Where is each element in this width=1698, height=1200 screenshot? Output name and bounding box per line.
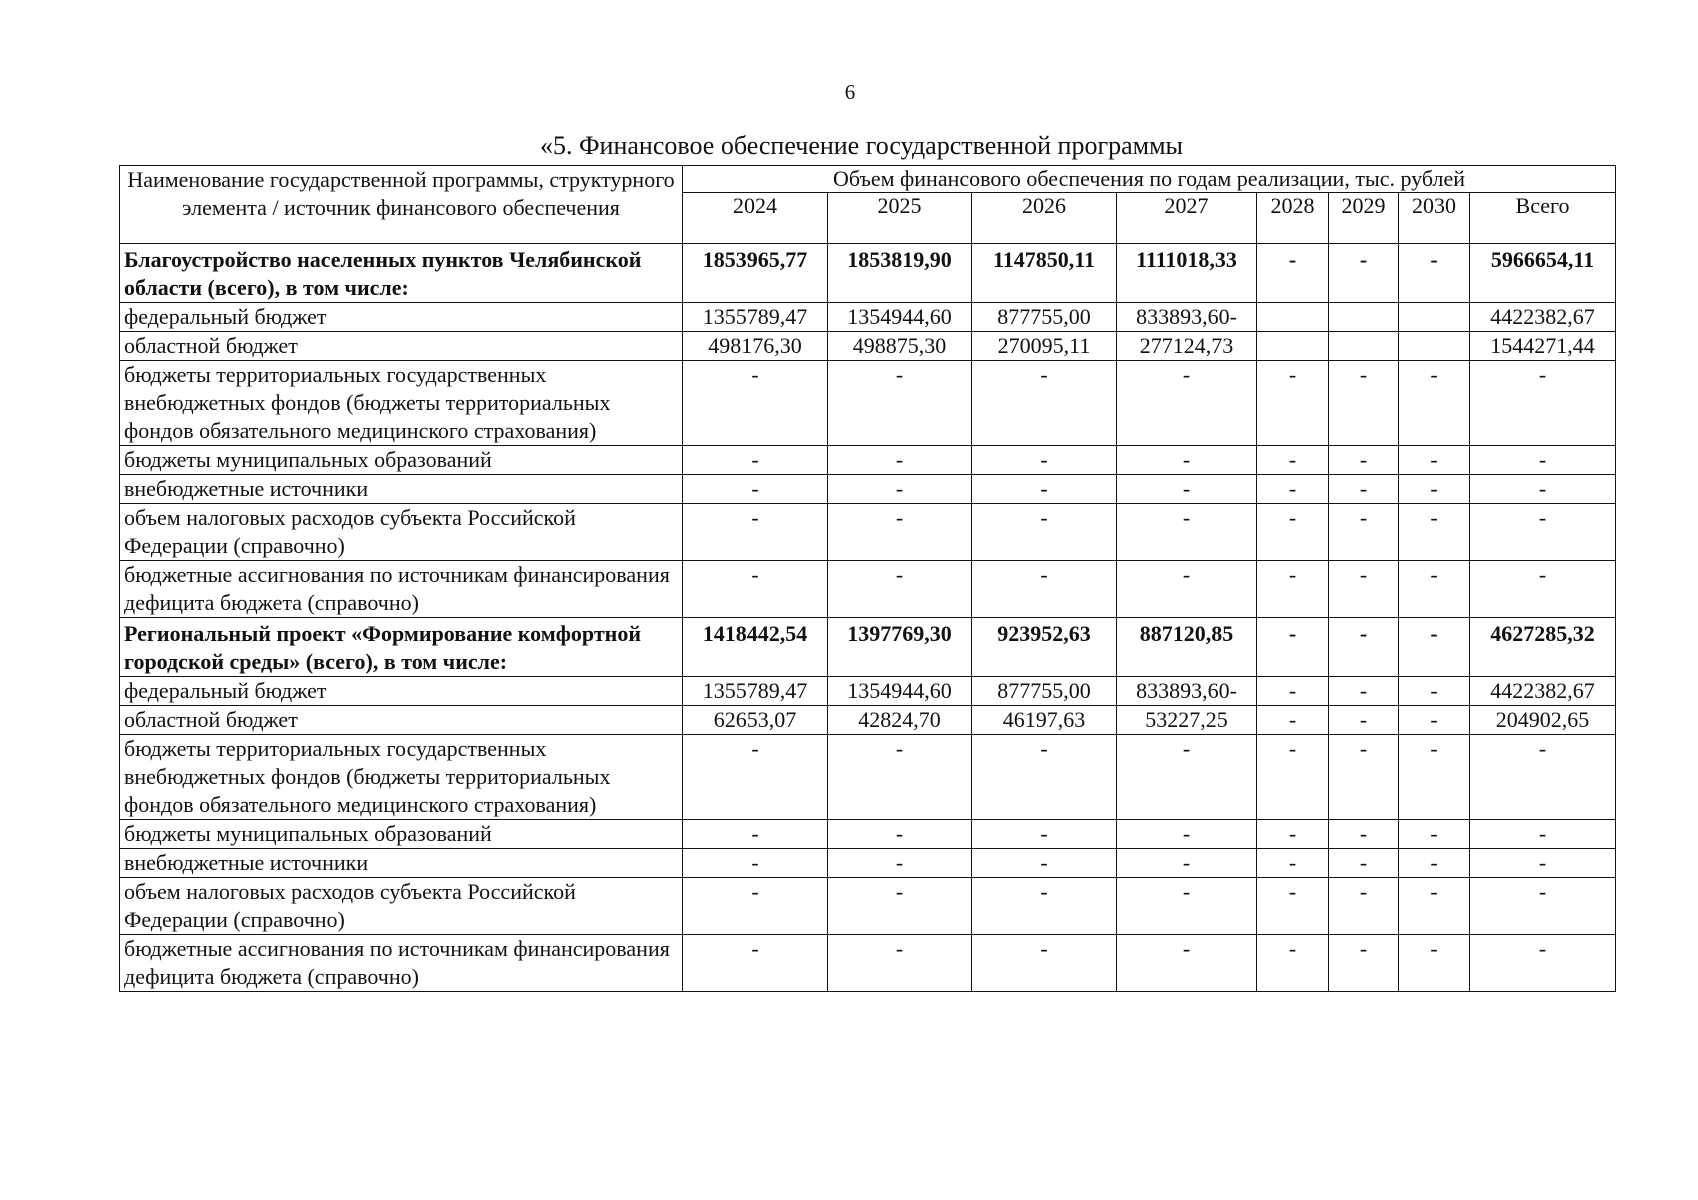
value-cell: -	[683, 561, 828, 618]
table-row	[120, 332, 1616, 361]
value-cell: 498176,30	[683, 332, 828, 361]
total-cell: -	[1470, 735, 1616, 820]
value-cell	[1329, 332, 1399, 361]
value-cell: -	[828, 735, 972, 820]
value-cell: -	[972, 849, 1117, 878]
value-cell: -	[828, 361, 972, 446]
header-year: 2024	[683, 193, 828, 244]
value-cell: -	[1257, 561, 1329, 618]
table-row	[120, 878, 1616, 935]
total-cell: 4627285,32	[1470, 618, 1616, 677]
table-row	[120, 618, 1616, 677]
header-year: 2029	[1329, 193, 1399, 244]
value-cell: -	[683, 735, 828, 820]
value-cell: 1397769,30	[828, 618, 972, 677]
row-label: объем налоговых расходов субъекта Российской Федерации (справочно)	[120, 504, 683, 561]
row-label: Региональный проект «Формирование комфортной городской среды» (всего), в том числе:	[120, 618, 683, 677]
value-cell: 833893,60-	[1117, 303, 1257, 332]
value-cell: -	[1329, 706, 1399, 735]
value-cell: -	[683, 504, 828, 561]
row-label: областной бюджет	[120, 706, 683, 735]
row-label: Благоустройство населенных пунктов Челябинской области (всего), в том числе:	[120, 244, 683, 303]
total-cell: -	[1470, 935, 1616, 992]
total-cell: 5966654,11	[1470, 244, 1616, 303]
header-name-column: Наименование государственной программы, структурного элемента / источник финансового обеспечения	[120, 166, 683, 244]
value-cell: 877755,00	[972, 677, 1117, 706]
value-cell: -	[1257, 735, 1329, 820]
total-cell: -	[1470, 361, 1616, 446]
table-row	[120, 446, 1616, 475]
table-row	[120, 820, 1616, 849]
table-row	[120, 504, 1616, 561]
value-cell: -	[1329, 677, 1399, 706]
header-year: 2028	[1257, 193, 1329, 244]
value-cell: 1147850,11	[972, 244, 1117, 303]
value-cell: -	[1399, 561, 1470, 618]
value-cell: -	[683, 446, 828, 475]
value-cell: -	[1329, 475, 1399, 504]
total-cell: -	[1470, 878, 1616, 935]
value-cell: -	[683, 361, 828, 446]
value-cell: -	[1257, 935, 1329, 992]
row-label: бюджеты муниципальных образований	[120, 446, 683, 475]
header-year: 2026	[972, 193, 1117, 244]
value-cell: -	[1257, 849, 1329, 878]
total-cell: -	[1470, 475, 1616, 504]
value-cell: -	[1257, 361, 1329, 446]
table-row	[120, 706, 1616, 735]
financing-table	[119, 165, 1616, 992]
value-cell: -	[828, 849, 972, 878]
value-cell: 1111018,33	[1117, 244, 1257, 303]
value-cell: 1853965,77	[683, 244, 828, 303]
value-cell: -	[683, 475, 828, 504]
row-label: бюджеты территориальных государственных внебюджетных фондов (бюджеты территориальных фондов обязательного медицинского страхования)	[120, 735, 683, 820]
value-cell: -	[972, 446, 1117, 475]
value-cell: -	[972, 504, 1117, 561]
value-cell: -	[828, 504, 972, 561]
row-label: бюджетные ассигнования по источникам финансирования дефицита бюджета (справочно)	[120, 561, 683, 618]
value-cell: -	[1257, 504, 1329, 561]
value-cell: -	[683, 849, 828, 878]
table-header-row	[120, 166, 1616, 193]
table-row	[120, 849, 1616, 878]
value-cell: -	[972, 361, 1117, 446]
value-cell: -	[1329, 446, 1399, 475]
value-cell: -	[1117, 935, 1257, 992]
value-cell: -	[1117, 361, 1257, 446]
header-year: 2027	[1117, 193, 1257, 244]
value-cell: -	[1257, 446, 1329, 475]
total-cell: 204902,65	[1470, 706, 1616, 735]
header-funding-volume: Объем финансового обеспечения по годам реализации, тыс. рублей	[683, 166, 1616, 193]
value-cell: 277124,73	[1117, 332, 1257, 361]
value-cell: -	[1329, 561, 1399, 618]
value-cell: -	[972, 735, 1117, 820]
total-cell: 1544271,44	[1470, 332, 1616, 361]
total-cell: -	[1470, 504, 1616, 561]
value-cell: -	[1399, 706, 1470, 735]
header-year: 2030	[1399, 193, 1470, 244]
total-cell: 4422382,67	[1470, 677, 1616, 706]
value-cell: -	[1399, 735, 1470, 820]
value-cell: -	[1399, 244, 1470, 303]
value-cell: 53227,25	[1117, 706, 1257, 735]
value-cell: -	[1329, 244, 1399, 303]
value-cell: -	[1329, 878, 1399, 935]
table-row	[120, 361, 1616, 446]
value-cell: 1355789,47	[683, 303, 828, 332]
total-cell: 4422382,67	[1470, 303, 1616, 332]
value-cell: 1355789,47	[683, 677, 828, 706]
value-cell: -	[1117, 504, 1257, 561]
value-cell: -	[1399, 618, 1470, 677]
value-cell: -	[1399, 935, 1470, 992]
value-cell: -	[1257, 475, 1329, 504]
value-cell: -	[1117, 849, 1257, 878]
value-cell: 1354944,60	[828, 303, 972, 332]
value-cell: -	[1329, 361, 1399, 446]
value-cell: -	[828, 935, 972, 992]
value-cell: -	[828, 878, 972, 935]
value-cell: -	[828, 561, 972, 618]
value-cell: -	[1329, 735, 1399, 820]
value-cell: -	[1399, 504, 1470, 561]
value-cell: -	[1399, 475, 1470, 504]
table-row	[120, 735, 1616, 820]
value-cell: -	[1117, 878, 1257, 935]
total-cell: -	[1470, 446, 1616, 475]
value-cell: -	[1257, 878, 1329, 935]
value-cell: 923952,63	[972, 618, 1117, 677]
value-cell: -	[1399, 878, 1470, 935]
value-cell	[1399, 303, 1470, 332]
value-cell: -	[1117, 561, 1257, 618]
value-cell: -	[1399, 446, 1470, 475]
table-row	[120, 244, 1616, 303]
value-cell: -	[1257, 820, 1329, 849]
value-cell	[1399, 332, 1470, 361]
document-title: «5. Финансовое обеспечение государственной программы	[540, 131, 1184, 160]
value-cell: -	[828, 475, 972, 504]
table-row	[120, 935, 1616, 992]
value-cell: -	[972, 475, 1117, 504]
row-label: федеральный бюджет	[120, 677, 683, 706]
value-cell: -	[683, 820, 828, 849]
value-cell: -	[1399, 361, 1470, 446]
value-cell	[1257, 303, 1329, 332]
value-cell: -	[683, 935, 828, 992]
value-cell: -	[1257, 706, 1329, 735]
value-cell: -	[828, 446, 972, 475]
table-row	[120, 677, 1616, 706]
row-label: объем налоговых расходов субъекта Российской Федерации (справочно)	[120, 878, 683, 935]
value-cell: 270095,11	[972, 332, 1117, 361]
row-label: внебюджетные источники	[120, 849, 683, 878]
row-label: областной бюджет	[120, 332, 683, 361]
total-cell: -	[1470, 820, 1616, 849]
table-body	[120, 244, 1616, 992]
value-cell: -	[1329, 849, 1399, 878]
value-cell: 877755,00	[972, 303, 1117, 332]
row-label: бюджеты муниципальных образований	[120, 820, 683, 849]
value-cell: -	[1329, 504, 1399, 561]
header-total: Всего	[1470, 193, 1616, 244]
row-label: внебюджетные источники	[120, 475, 683, 504]
value-cell: -	[1257, 618, 1329, 677]
table-row	[120, 475, 1616, 504]
value-cell: -	[1257, 244, 1329, 303]
value-cell: -	[1329, 618, 1399, 677]
value-cell: 887120,85	[1117, 618, 1257, 677]
value-cell: -	[972, 820, 1117, 849]
value-cell: 1354944,60	[828, 677, 972, 706]
row-label: бюджетные ассигнования по источникам финансирования дефицита бюджета (справочно)	[120, 935, 683, 992]
page-number: 6	[844, 80, 856, 104]
row-label: бюджеты территориальных государственных внебюджетных фондов (бюджеты территориальных фондов обязательного медицинского страхования)	[120, 361, 683, 446]
table-row	[120, 561, 1616, 618]
value-cell: -	[1399, 820, 1470, 849]
value-cell: 1418442,54	[683, 618, 828, 677]
table-row	[120, 303, 1616, 332]
value-cell: 42824,70	[828, 706, 972, 735]
value-cell: 498875,30	[828, 332, 972, 361]
value-cell: -	[683, 878, 828, 935]
value-cell: -	[1257, 677, 1329, 706]
total-cell: -	[1470, 849, 1616, 878]
value-cell: 833893,60-	[1117, 677, 1257, 706]
value-cell	[1257, 332, 1329, 361]
header-year: 2025	[828, 193, 972, 244]
value-cell	[1329, 303, 1399, 332]
value-cell: -	[1117, 735, 1257, 820]
value-cell: -	[1117, 446, 1257, 475]
value-cell: -	[972, 878, 1117, 935]
value-cell: 1853819,90	[828, 244, 972, 303]
value-cell: 46197,63	[972, 706, 1117, 735]
value-cell: -	[1117, 820, 1257, 849]
value-cell: -	[1329, 820, 1399, 849]
value-cell: -	[1399, 849, 1470, 878]
row-label: федеральный бюджет	[120, 303, 683, 332]
value-cell: -	[1329, 935, 1399, 992]
value-cell: -	[828, 820, 972, 849]
total-cell: -	[1470, 561, 1616, 618]
value-cell: -	[1399, 677, 1470, 706]
value-cell: 62653,07	[683, 706, 828, 735]
value-cell: -	[972, 935, 1117, 992]
value-cell: -	[972, 561, 1117, 618]
value-cell: -	[1117, 475, 1257, 504]
